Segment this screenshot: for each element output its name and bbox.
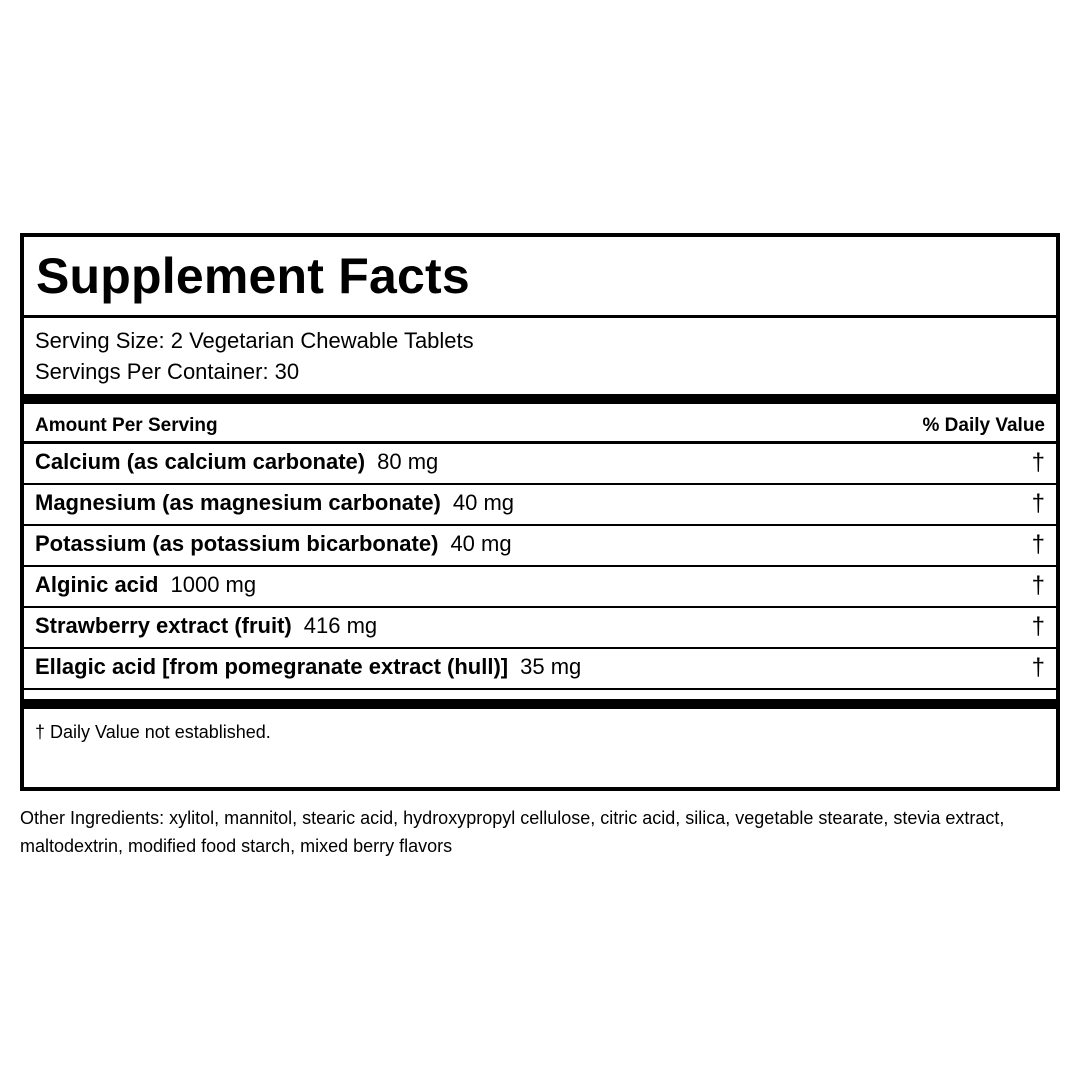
nutrient-row-ellagic-acid	[24, 649, 1056, 687]
nutrient-row-magnesium	[24, 485, 1056, 523]
divider	[24, 688, 1056, 690]
nutrient-dv: †	[1031, 654, 1045, 681]
thick-divider	[24, 394, 1056, 404]
nutrient-amount: 35 mg	[520, 654, 582, 679]
nutrient-dv: †	[1031, 613, 1045, 640]
nutrient-name: Ellagic acid [from pomegranate extract (hull)]	[35, 654, 509, 679]
daily-value-header: % Daily Value	[922, 415, 1045, 436]
nutrient-name: Potassium (as potassium bicarbonate)	[35, 531, 439, 556]
nutrient-dv: †	[1031, 572, 1045, 599]
daily-value-footnote: † Daily Value not established.	[35, 722, 271, 742]
nutrient-amount: 80 mg	[377, 449, 439, 474]
amount-per-serving-header: Amount Per Serving	[35, 415, 218, 436]
serving-size: Serving Size: 2 Vegetarian Chewable Tablets	[35, 328, 474, 353]
divider	[24, 315, 1056, 318]
nutrient-dv: †	[1031, 449, 1045, 476]
thick-divider	[24, 699, 1056, 709]
nutrient-name: Magnesium (as magnesium carbonate)	[35, 490, 441, 515]
panel-title: Supplement Facts	[36, 248, 470, 304]
nutrient-name: Calcium (as calcium carbonate)	[35, 449, 366, 474]
nutrient-name: Alginic acid	[35, 572, 159, 597]
servings-per-container: Servings Per Container: 30	[35, 359, 300, 384]
other-ingredients: Other Ingredients: xylitol, mannitol, stearic acid, hydroxypropyl cellulose, citric acid, silica, vegetable stearate, stevia extract, maltodextrin, modified food starch, mixed berry flavors	[20, 808, 1005, 856]
nutrient-dv: †	[1031, 490, 1045, 517]
nutrient-amount: 40 mg	[450, 531, 512, 556]
nutrient-name: Strawberry extract (fruit)	[35, 613, 292, 638]
nutrient-dv: †	[1031, 531, 1045, 558]
nutrient-row-calcium	[24, 444, 1056, 482]
nutrient-amount: 416 mg	[303, 613, 378, 638]
nutrient-row-alginic-acid	[24, 567, 1056, 605]
nutrient-row-strawberry-extract	[24, 608, 1056, 646]
nutrient-amount: 40 mg	[452, 490, 515, 515]
nutrient-amount: 1000 mg	[170, 572, 257, 597]
supplement-facts-panel	[20, 233, 1060, 791]
nutrient-row-potassium	[24, 526, 1056, 564]
